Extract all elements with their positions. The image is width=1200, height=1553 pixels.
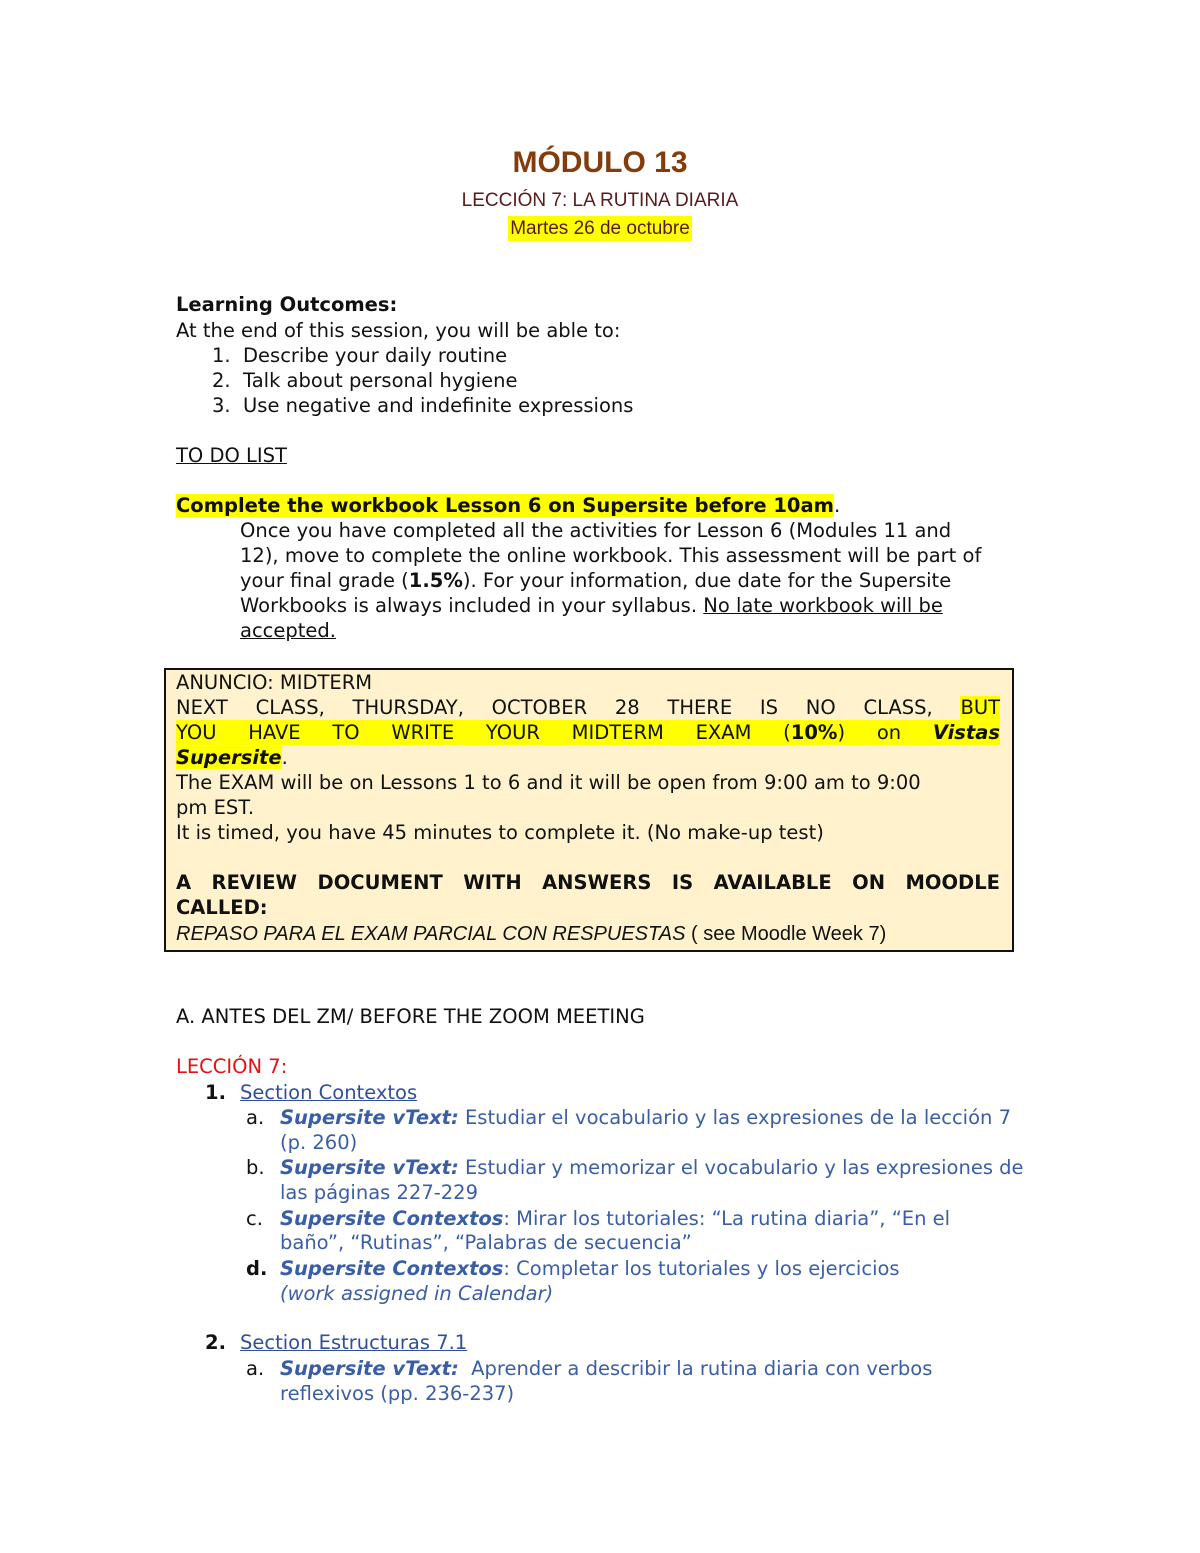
text: NEXT CLASS, THURSDAY, OCTOBER 28 THERE IS NO CLASS, xyxy=(176,696,933,719)
text: Supersite xyxy=(176,746,282,769)
outcomes-heading: Learning Outcomes: xyxy=(176,293,398,316)
date: Martes 26 de octubre xyxy=(510,218,690,239)
list-marker: d. xyxy=(246,1257,268,1280)
todo-line: 12), move to complete the online workbook. This assessment will be part of xyxy=(240,544,982,567)
list-number: 1. xyxy=(205,1081,226,1104)
source: Supersite vText: xyxy=(280,1156,459,1179)
exam-percent: 10% xyxy=(790,721,838,744)
list-number: 2. xyxy=(205,1331,226,1354)
list-marker: c. xyxy=(246,1207,263,1230)
text: : Completar los tutoriales y los ejercicios xyxy=(503,1257,900,1280)
todo-line xyxy=(240,593,943,618)
text: Workbooks is always included in your syllabus. xyxy=(240,594,704,617)
outcome-item: 2. Talk about personal hygiene xyxy=(212,369,518,392)
outcome-text: Talk about personal hygiene xyxy=(243,369,518,392)
list-marker: a. xyxy=(246,1106,265,1129)
outcome-item: 1. Describe your daily routine xyxy=(212,344,508,367)
list-item xyxy=(280,1155,1024,1180)
announcement-line: pm EST. xyxy=(176,796,255,819)
announcement-line: It is timed, you have 45 minutes to complete it. (No make-up test) xyxy=(176,821,824,844)
todo-line: Once you have completed all the activities for Lesson 6 (Modules 11 and xyxy=(240,519,952,542)
todo-task-text: Complete the workbook Lesson 6 on Supersite before 10am xyxy=(176,494,834,517)
section-estructuras-link[interactable]: Section Estructuras 7.1 xyxy=(240,1331,468,1354)
list-item-cont: baño”, “Rutinas”, “Palabras de secuencia” xyxy=(280,1231,692,1254)
text: YOU HAVE TO WRITE YOUR MIDTERM EXAM ( xyxy=(176,721,791,744)
source: Supersite vText: xyxy=(280,1357,459,1380)
outcome-text: Use negative and indefinite expressions xyxy=(243,394,634,417)
list-item-cont: (p. 260) xyxy=(280,1131,358,1154)
text: Estudiar y memorizar el vocabulario y las expresiones de xyxy=(458,1156,1024,1179)
announcement-line: The EXAM will be on Lessons 1 to 6 and it will be open from 9:00 am to 9:00 xyxy=(176,771,921,794)
source: Supersite vText: xyxy=(280,1106,459,1129)
text: ). For your information, due date for the Supersite xyxy=(462,569,952,592)
list-item-cont: reflexivos (pp. 236-237) xyxy=(280,1382,515,1405)
text: Aprender a describir la rutina diaria con verbos xyxy=(458,1357,933,1380)
announcement-line xyxy=(176,745,288,770)
text: your final grade ( xyxy=(240,569,409,592)
section-a-heading: A. ANTES DEL ZM/ BEFORE THE ZOOM MEETING xyxy=(176,1005,645,1028)
text: Estudiar el vocabulario y las expresiones de la lección 7 xyxy=(458,1106,1011,1129)
list-item xyxy=(280,1356,932,1381)
list-item xyxy=(280,1105,1011,1130)
announcement-line xyxy=(176,922,886,947)
outcome-text: Describe your daily routine xyxy=(243,344,508,367)
announcement-line: CALLED: xyxy=(176,896,268,919)
list-item xyxy=(280,1206,950,1231)
lesson-label: LECCIÓN 7: xyxy=(176,1055,288,1078)
late-notice-end: accepted. xyxy=(240,619,336,642)
announcement-line: A REVIEW DOCUMENT WITH ANSWERS IS AVAILABLE ON MOODLE xyxy=(176,871,1000,894)
announcement-title: ANUNCIO: MIDTERM xyxy=(176,671,373,694)
text: ( see Moodle Week 7) xyxy=(685,923,887,945)
midterm-announcement-box xyxy=(164,668,1014,952)
list-marker: b. xyxy=(246,1156,265,1179)
outcome-item: 3. Use negative and indefinite expressions xyxy=(212,394,634,417)
text: Vistas xyxy=(932,721,1000,744)
text: : Mirar los tutoriales: “La rutina diaria”, “En el xyxy=(503,1207,951,1230)
announcement-line xyxy=(176,695,1000,720)
todo-task xyxy=(176,493,840,518)
todo-line xyxy=(240,568,951,593)
text: ) on xyxy=(837,721,933,744)
date-line xyxy=(0,216,1200,241)
lesson-title: LECCIÓN 7: LA RUTINA DIARIA xyxy=(461,190,739,211)
list-marker: a. xyxy=(246,1357,265,1380)
source: Supersite Contextos xyxy=(280,1257,504,1280)
list-item-cont: las páginas 227-229 xyxy=(280,1181,478,1204)
todo-task-end: . xyxy=(833,494,841,517)
list-item-cont: (work assigned in Calendar) xyxy=(280,1282,554,1305)
outcomes-intro: At the end of this session, you will be able to: xyxy=(176,319,621,342)
review-doc-name: REPASO PARA EL EXAM PARCIAL CON RESPUESTAS xyxy=(176,923,686,945)
list-item xyxy=(280,1256,900,1281)
late-notice: No late workbook will be xyxy=(703,594,943,617)
section-contextos-link[interactable]: Section Contextos xyxy=(240,1081,418,1104)
text: . xyxy=(281,746,288,769)
source: Supersite Contextos xyxy=(280,1207,504,1230)
announcement-line xyxy=(176,720,1000,745)
page-title: MÓDULO 13 xyxy=(512,146,688,179)
todo-heading: TO DO LIST xyxy=(176,444,287,467)
grade-percent: 1.5% xyxy=(408,569,463,592)
text: BUT xyxy=(960,696,1000,719)
